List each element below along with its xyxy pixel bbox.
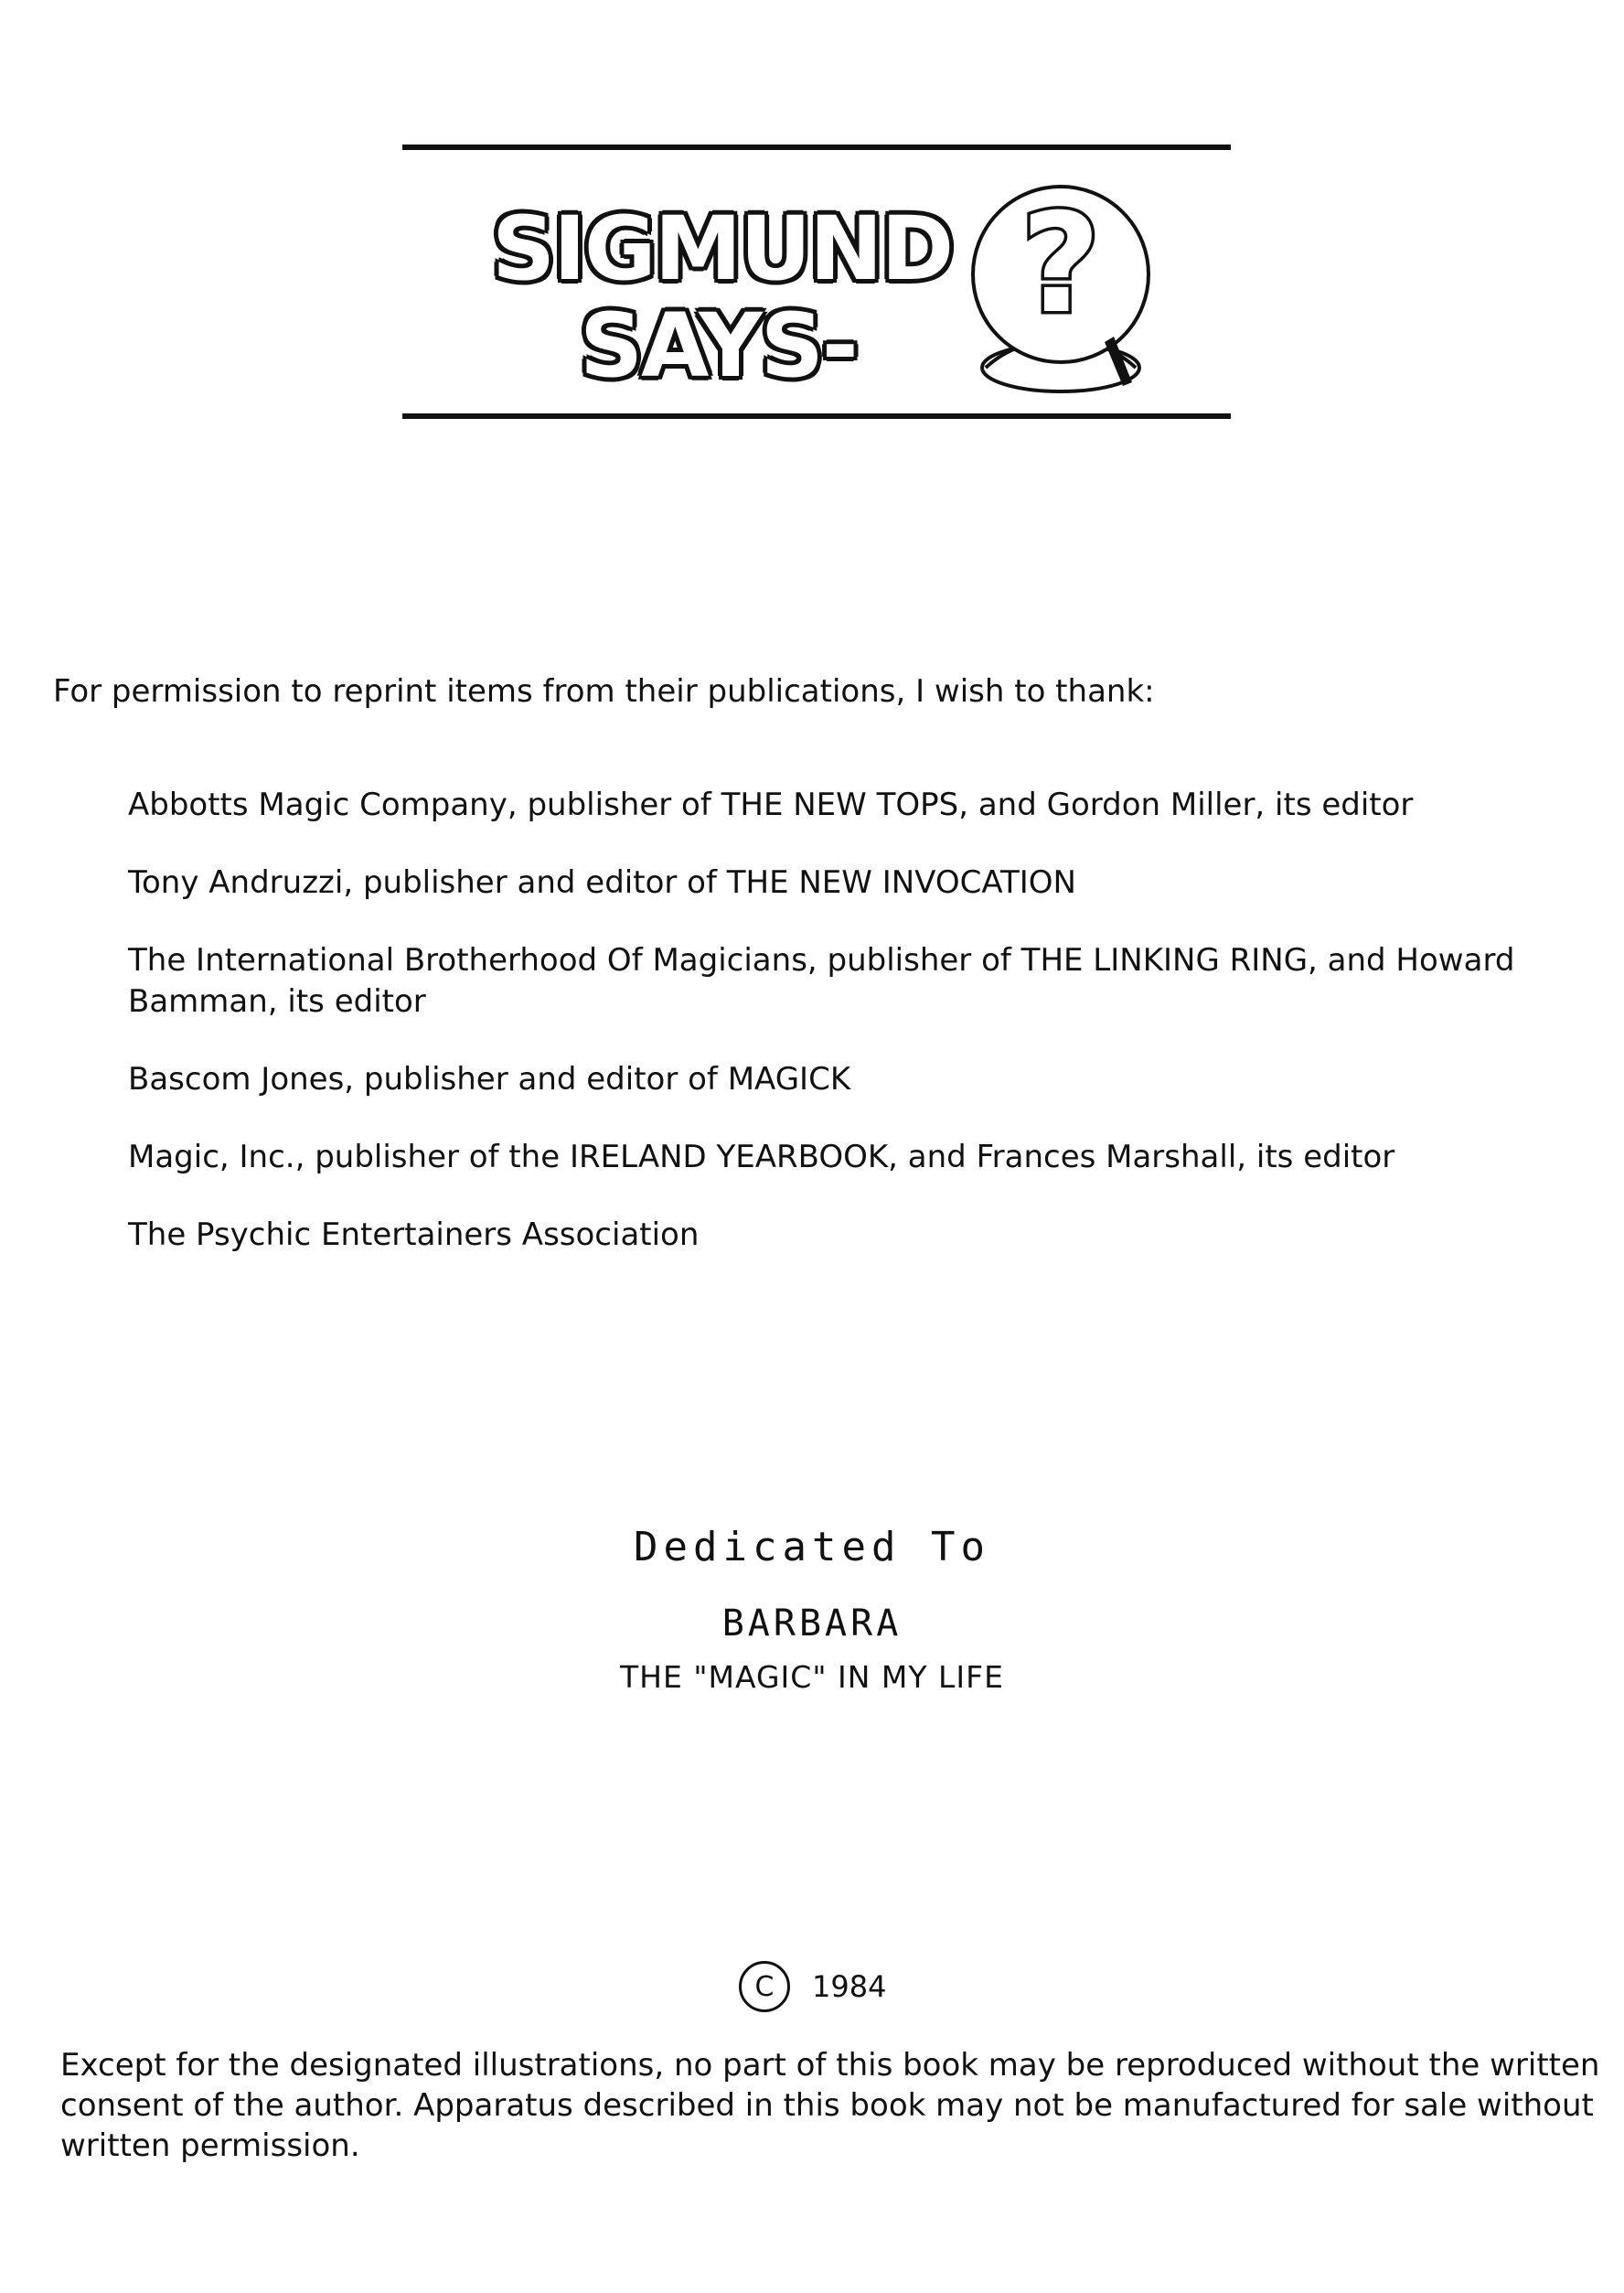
list-item: Tony Andruzzi, publisher and editor of THE NEW INVOCATION	[128, 864, 1076, 901]
list-item: The Psychic Entertainers Association	[128, 1216, 700, 1253]
dedication-subtitle: THE "MAGIC" IN MY LIFE	[620, 1659, 1004, 1695]
crystal-ball-icon	[960, 174, 1161, 402]
list-item: The International Brotherhood Of Magicians, publisher of THE LINKING RING, and Howard Bamman, its editor	[128, 942, 1515, 1020]
title-line-2: SAYS-	[580, 295, 857, 397]
crystal-ball-question-mark: ?	[1020, 185, 1101, 344]
acknowledgments-intro: For permission to reprint items from their publications, I wish to thank:	[53, 673, 1155, 710]
copyright-notice	[739, 1961, 886, 2012]
copyright-year: 1984	[812, 1969, 887, 2004]
list-item: Bascom Jones, publisher and editor of MAGICK	[128, 1061, 851, 1098]
dedication-heading: Dedicated To	[634, 1524, 990, 1570]
list-item: Magic, Inc., publisher of the IRELAND YEARBOOK, and Frances Marshall, its editor	[128, 1139, 1395, 1175]
copyright-icon: C	[739, 1961, 790, 2012]
dedication-name: BARBARA	[721, 1602, 903, 1645]
title-line-1: SIGMUND	[492, 198, 953, 300]
acknowledgments-list	[128, 785, 1591, 1292]
list-item: Abbotts Magic Company, publisher of THE NEW TOPS, and Gordon Miller, its editor	[128, 787, 1414, 823]
legal-notice: Except for the designated illustrations, no part of this book may be reproduced without the written consent of the author. Apparatus described in this book may not be manufactured for sale without written permission.	[60, 2047, 1600, 2164]
header-top-rule	[402, 145, 1231, 150]
header-bottom-rule	[402, 413, 1231, 419]
